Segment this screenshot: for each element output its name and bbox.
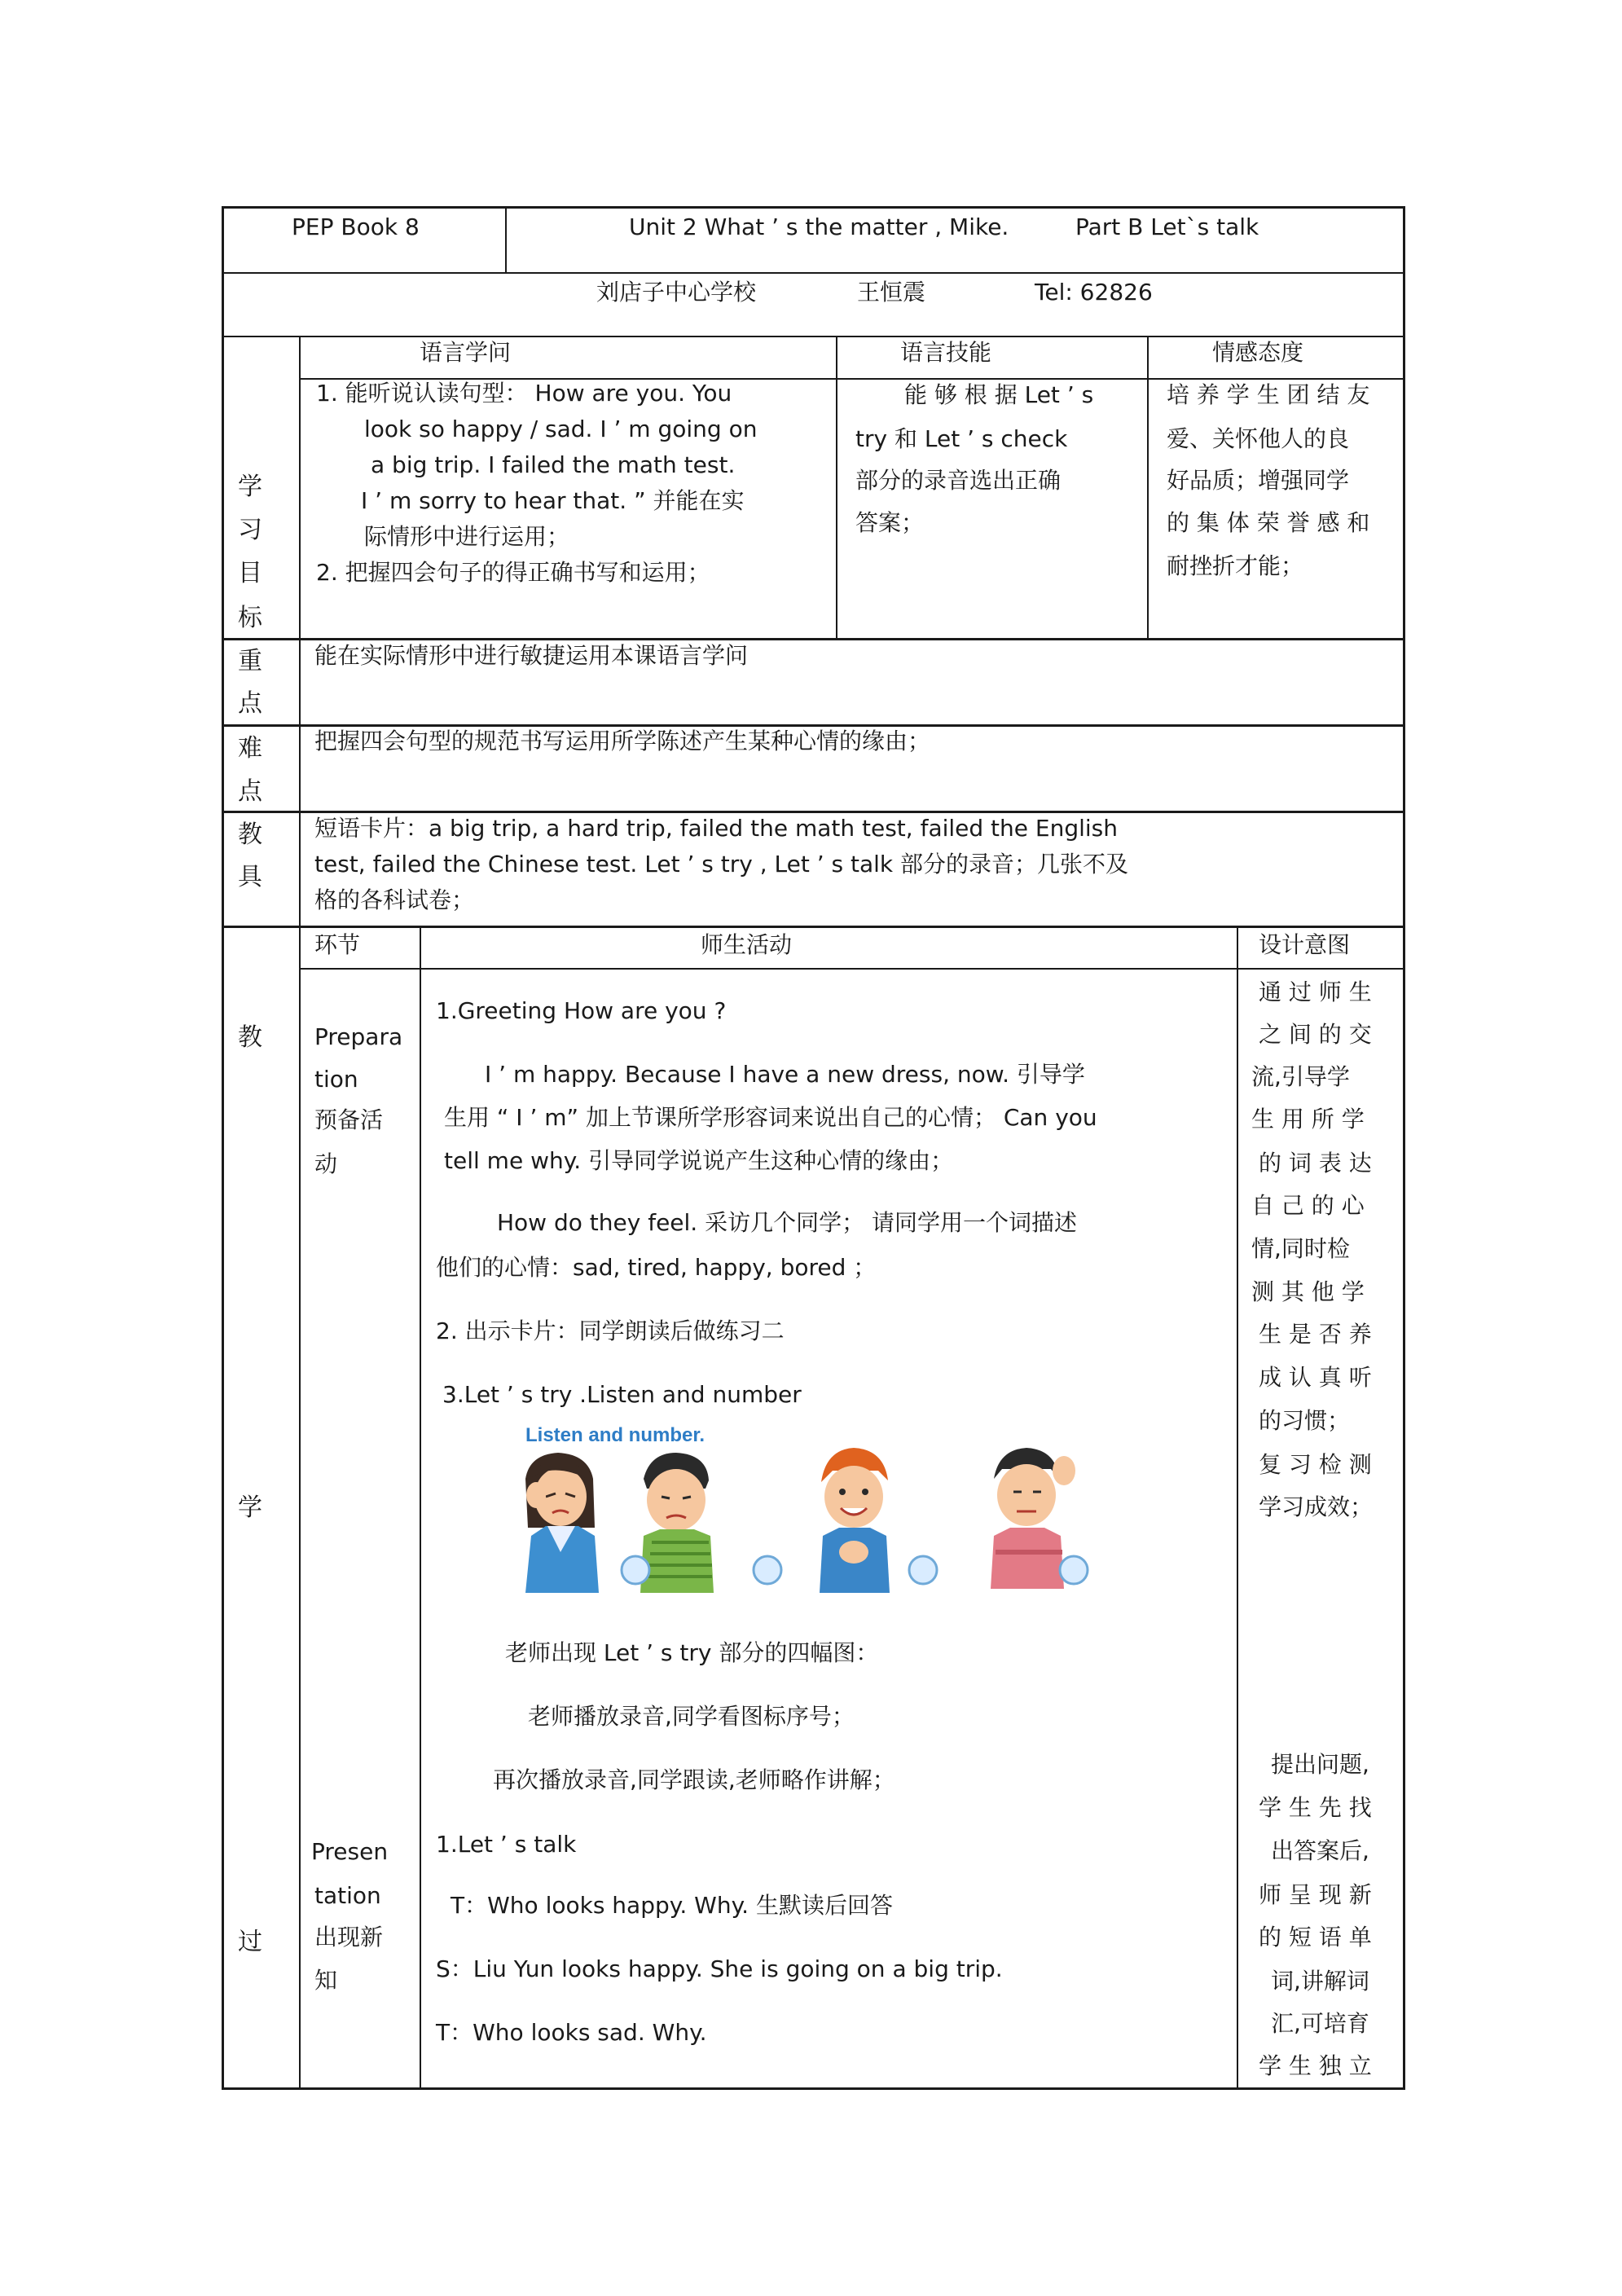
intent1-line: 测 其 他 学 xyxy=(1251,1278,1365,1305)
child-happy-figure xyxy=(820,1448,890,1593)
knowledge-line: 2. 把握四会句子的得正确书写和运用； xyxy=(316,559,710,586)
table-border-right xyxy=(1403,206,1405,2090)
intent1-line: 之 间 的 交 xyxy=(1259,1021,1372,1048)
intent1-line: 流,引导学 xyxy=(1251,1063,1350,1090)
attitude-line: 好品质；增强同学 xyxy=(1167,467,1350,494)
table-border-left xyxy=(222,206,224,2090)
row-divider xyxy=(222,926,1405,928)
process-label-char: 学 xyxy=(238,1493,262,1522)
activity-line: How do they feel. 采访几个同学； 请同学用一个词描述 xyxy=(497,1209,1078,1236)
stage1-line: tion xyxy=(314,1066,358,1093)
activity-line: 他们的心情：sad, tired, happy, bored ； xyxy=(436,1254,877,1281)
child-tired-figure xyxy=(525,1453,599,1593)
row-divider xyxy=(222,724,1405,727)
intent2-line: 汇,可培育 xyxy=(1271,2010,1369,2037)
stage2-line: 出现新 xyxy=(314,1924,384,1951)
teacher-name: 王恒震 xyxy=(857,279,926,306)
intent1-line: 通 过 师 生 xyxy=(1259,979,1372,1005)
intent1-line: 生 用 所 学 xyxy=(1251,1106,1365,1133)
intent1-line: 生 是 否 养 xyxy=(1259,1321,1372,1348)
part-title: Part B Let`s talk xyxy=(1075,213,1259,240)
answer-circle xyxy=(754,1556,781,1584)
activity-line: 老师播放录音,同学看图标序号； xyxy=(528,1703,855,1730)
col-divider xyxy=(1237,926,1238,2088)
col-divider xyxy=(1147,336,1149,639)
child-sad-figure xyxy=(640,1453,714,1593)
keypoints-label-char: 重 xyxy=(238,647,262,675)
attitude-line: 培 养 学 生 团 结 友 xyxy=(1167,381,1370,408)
teacher-tel: Tel: 62826 xyxy=(1035,279,1153,306)
intent1-line: 复 习 检 测 xyxy=(1259,1451,1372,1478)
objectives-label-char: 目 xyxy=(238,559,262,587)
skills-line: 部分的录音选出正确 xyxy=(855,467,1062,494)
intent2-line: 学 生 先 找 xyxy=(1259,1794,1372,1821)
intent1-line: 情,同时检 xyxy=(1251,1235,1350,1262)
unit-title: Unit 2 What ’ s the matter , Mike. xyxy=(629,213,1009,240)
activity-line: S：Liu Yun looks happy. She is going on a big trip. xyxy=(436,1955,1003,1982)
row-divider xyxy=(222,638,1405,640)
row-divider xyxy=(222,336,1405,337)
col-divider xyxy=(299,336,301,2087)
aids-label-char: 教 xyxy=(238,820,262,849)
skills-line: 能 够 根 据 Let ’ s xyxy=(904,381,1094,408)
difficulties-label-char: 难 xyxy=(238,734,262,763)
activity-line: 2. 出示卡片：同学朗读后做练习二 xyxy=(436,1317,785,1344)
activity-line: I ’ m happy. Because I have a new dress, now. 引导学 xyxy=(485,1061,1085,1088)
table-border-top xyxy=(222,206,1405,209)
skills-header: 语言技能 xyxy=(900,339,992,366)
intent1-line: 自 己 的 心 xyxy=(1251,1192,1365,1219)
listen-and-number-figure xyxy=(513,1422,1092,1593)
stage1-line: 预备活 xyxy=(314,1106,384,1133)
stage1-line: Prepara xyxy=(314,1023,403,1050)
knowledge-line: a big trip. I failed the math test. xyxy=(371,451,736,478)
answer-circle xyxy=(622,1556,649,1584)
knowledge-line: look so happy / sad. I ’ m going on xyxy=(364,416,758,442)
activity-line: 3.Let ’ s try .Listen and number xyxy=(442,1381,802,1408)
activity-line: 生用 “ I ’ m” 加上节课所学形容词来说出自己的心情； Can you xyxy=(444,1104,1097,1131)
objectives-label-char: 习 xyxy=(238,516,262,544)
keypoints-text: 能在实际情形中进行敏捷运用本课语言学问 xyxy=(314,642,749,669)
intent2-line: 提出问题, xyxy=(1271,1751,1369,1778)
intent2-line: 的 短 语 单 xyxy=(1259,1924,1372,1951)
knowledge-line: 际情形中进行运用； xyxy=(364,523,570,550)
keypoints-label-char: 点 xyxy=(238,689,262,718)
activity-line: 1.Greeting How are you ? xyxy=(436,997,727,1024)
difficulties-text: 把握四会句型的规范书写运用所学陈述产生某种心情的缘由； xyxy=(314,728,931,754)
activity-line: 老师出现 Let ’ s try 部分的四幅图： xyxy=(505,1639,879,1666)
objectives-label-char: 学 xyxy=(238,473,262,501)
activity-line: 再次播放录音,同学跟读,老师略作讲解； xyxy=(493,1766,895,1793)
process-label-char: 教 xyxy=(238,1023,262,1052)
stage1-line: 动 xyxy=(314,1150,338,1177)
attitude-line: 的 集 体 荣 誉 感 和 xyxy=(1167,509,1370,536)
activity-line: 1.Let ’ s talk xyxy=(436,1831,577,1858)
col-divider xyxy=(836,336,837,639)
knowledge-header: 语言学问 xyxy=(420,339,512,366)
figure-illustration xyxy=(513,1422,1092,1593)
activity-line: tell me why. 引导同学说说产生这种心情的缘由； xyxy=(444,1147,954,1174)
answer-circle xyxy=(909,1556,937,1584)
stage2-line: Presen xyxy=(311,1838,389,1865)
activity-line: T：Who looks sad. Why. xyxy=(436,2019,707,2046)
school-name: 刘店子中心学校 xyxy=(596,279,757,306)
stage2-line: 知 xyxy=(314,1967,338,1994)
activity-header: 师生活动 xyxy=(701,931,793,958)
row-divider xyxy=(505,206,507,273)
answer-circle xyxy=(1060,1556,1088,1584)
stage-header: 环节 xyxy=(314,931,361,958)
row-divider xyxy=(222,811,1405,813)
intent2-line: 学 生 独 立 xyxy=(1259,2052,1372,2079)
intent1-line: 的习惯； xyxy=(1259,1407,1351,1434)
row-divider xyxy=(299,968,1405,970)
skills-line: try 和 Let ’ s check xyxy=(855,425,1068,452)
intent1-line: 成 认 真 听 xyxy=(1259,1364,1372,1391)
aids-line: 短语卡片：a big trip, a hard trip, failed the math test, failed the English xyxy=(314,815,1119,842)
intent2-line: 出答案后, xyxy=(1271,1837,1369,1864)
objectives-label-char: 标 xyxy=(238,604,262,632)
aids-line: test, failed the Chinese test. Let ’ s try , Let ’ s talk 部分的录音；几张不及 xyxy=(314,851,1129,877)
table-border-bottom xyxy=(222,2087,1405,2090)
book-title: PEP Book 8 xyxy=(292,213,420,240)
intent1-line: 的 词 表 达 xyxy=(1259,1150,1372,1177)
figure-caption: Listen and number. xyxy=(525,1424,706,1446)
intent1-line: 学习成效； xyxy=(1259,1493,1374,1520)
intent2-line: 词,讲解词 xyxy=(1271,1968,1369,1995)
aids-line: 格的各科试卷； xyxy=(314,886,475,913)
col-divider xyxy=(420,926,421,2088)
activity-line: T：Who looks happy. Why. 生默读后回答 xyxy=(451,1892,893,1919)
attitude-line: 爱、关怀他人的良 xyxy=(1167,425,1350,452)
knowledge-line: I ’ m sorry to hear that. ” 并能在实 xyxy=(361,487,745,514)
attitude-header: 情感态度 xyxy=(1212,339,1304,366)
aids-label-char: 具 xyxy=(238,863,262,891)
intent2-line: 师 呈 现 新 xyxy=(1259,1881,1372,1908)
skills-line: 答案； xyxy=(855,509,925,536)
intent-header: 设计意图 xyxy=(1259,931,1351,958)
difficulties-label-char: 点 xyxy=(238,777,262,806)
stage2-line: tation xyxy=(314,1882,381,1909)
row-divider xyxy=(222,272,1405,274)
attitude-line: 耐挫折才能； xyxy=(1167,552,1304,579)
knowledge-line: 1. 能听说认读句型： How are you. You xyxy=(316,380,732,407)
process-label-char: 过 xyxy=(238,1928,262,1956)
